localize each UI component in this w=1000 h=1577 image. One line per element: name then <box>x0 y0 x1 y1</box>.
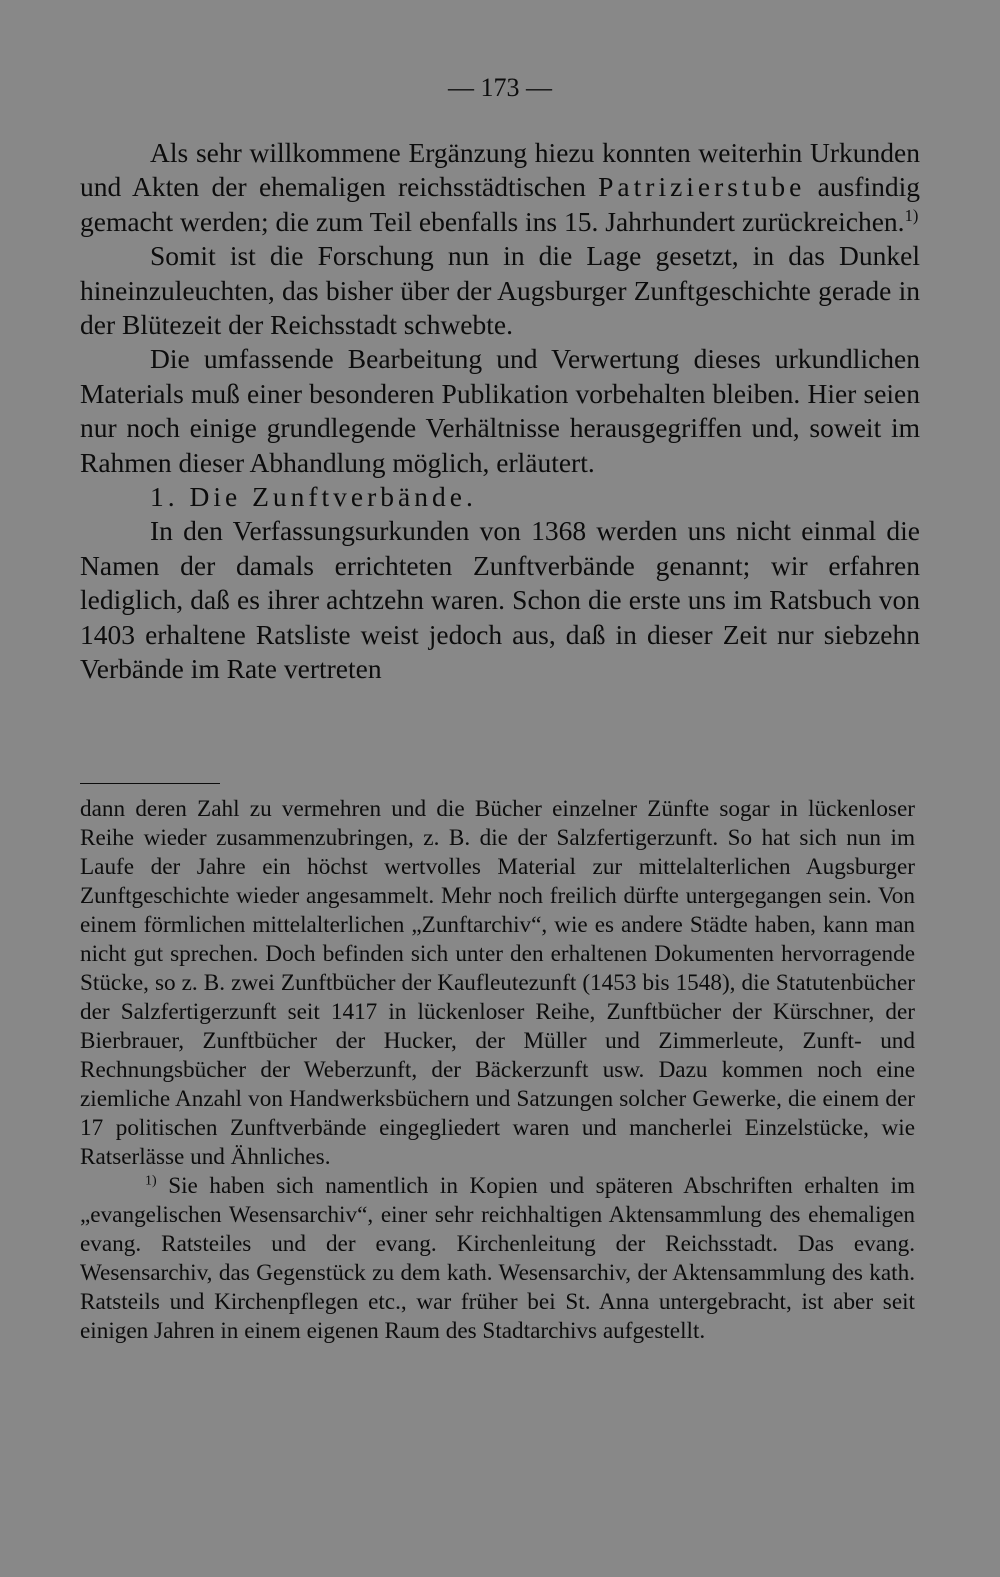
paragraph-1-text-b: ausfindig gemacht werden; die zum Teil ebenfalls ins 15. Jahrhundert zurückreichen. <box>80 171 920 237</box>
footnote-reference: 1) <box>904 205 919 225</box>
footnote-separator <box>80 783 220 784</box>
section-heading: 1. Die Zunftverbände. <box>150 481 477 513</box>
paragraph-2: Somit ist die Forschung nun in die Lage gesetzt, in das Dunkel hineinzuleuchten, das bisher über der Augsburger Zunftgeschichte gerade in der Blütezeit der Reichsstadt schwebte. <box>80 240 920 341</box>
footnote-continued: dann deren Zahl zu vermehren und die Bücher einzelner Zünfte sogar in lückenloser Reihe wieder zusammenzubringen, z. B. die der Salzfertigerzunft. So hat sich nun im Laufe der Jahre ein höchst wertvolles Material zur mittelalterlichen Augsburger Zunftgeschichte wieder angesammelt. Mehr noch freilich dürfte untergegangen sein. Von einem förmlichen mittelalterlichen „Zunftarchiv“, wie es andere Städte haben, kann man nicht gut sprechen. Doch befinden sich unter den erhaltenen Dokumenten hervorragende Stücke, so z. B. zwei Zunftbücher der Kaufleutezunft (1453 bis 1548), die Statutenbücher der Salzfertigerzunft seit 1417 in lückenloser Reihe, Zunftbücher der Kürschner, der Bierbrauer, Zunftbücher der Hucker, der Müller und Zimmerleute, Zunft- und Rechnungsbücher der Weberzunft, der Bäckerzunft usw. Dazu kommen noch eine ziemliche Anzahl von Handwerksbüchern und Satzungen solcher Gewerke, die einem der 17 politischen Zunftverbände eingegliedert waren und mancherlei Einzelstücke, wie Ratserlässe und Ähnliches. <box>80 796 915 1170</box>
spaced-term: Patrizierstube <box>598 171 806 203</box>
footnote-1-text: Sie haben sich namentlich in Kopien und späteren Abschriften erhalten im „evangelischen Wesensarchiv“, einer sehr reichhaltigen Aktensammlung des ehemaligen evang. Ratsteiles und der evang. Kirchenleitung der Reichsstadt. Das evang. Wesensarchiv, das Gegenstück zu dem kath. Wesensarchiv, der Aktensammlung des kath. Ratsteils und Kirchenpflegen etc., war früher bei St. Anna untergebracht, ist aber seit einigen Jahren in einem eigenen Raum des Stadtarchivs aufgestellt. <box>80 1173 916 1344</box>
page-number: — 173 — <box>448 73 552 102</box>
paragraph-3: Die umfassende Bearbeitung und Verwertung dieses urkundlichen Materials muß einer besonderen Publikation vorbehalten bleiben. Hier seien nur noch einige grundlegende Verhältnisse herausgegriffen und, soweit im Rahmen dieser Abhandlung möglich, erläutert. <box>80 343 920 478</box>
paragraph-4: In den Verfassungsurkunden von 1368 werden uns nicht einmal die Namen der damals errichteten Zunftverbände genannt; wir erfahren lediglich, daß es ihrer achtzehn waren. Schon die erste uns im Ratsbuch von 1403 erhaltene Ratsliste weist jedoch aus, daß in dieser Zeit nur siebzehn Verbände im Rate vertreten <box>80 515 920 685</box>
footnotes <box>80 795 915 1346</box>
footnote-1 <box>80 1172 915 1346</box>
paragraph-1 <box>80 136 920 239</box>
paragraph-1-text-a: Als sehr willkommene Ergänzung hiezu konnten weiterhin Urkunden und Akten der ehemaligen reichsstädtischen <box>80 137 920 203</box>
main-text <box>80 136 920 687</box>
footnote-1-mark: 1) <box>145 1173 157 1189</box>
